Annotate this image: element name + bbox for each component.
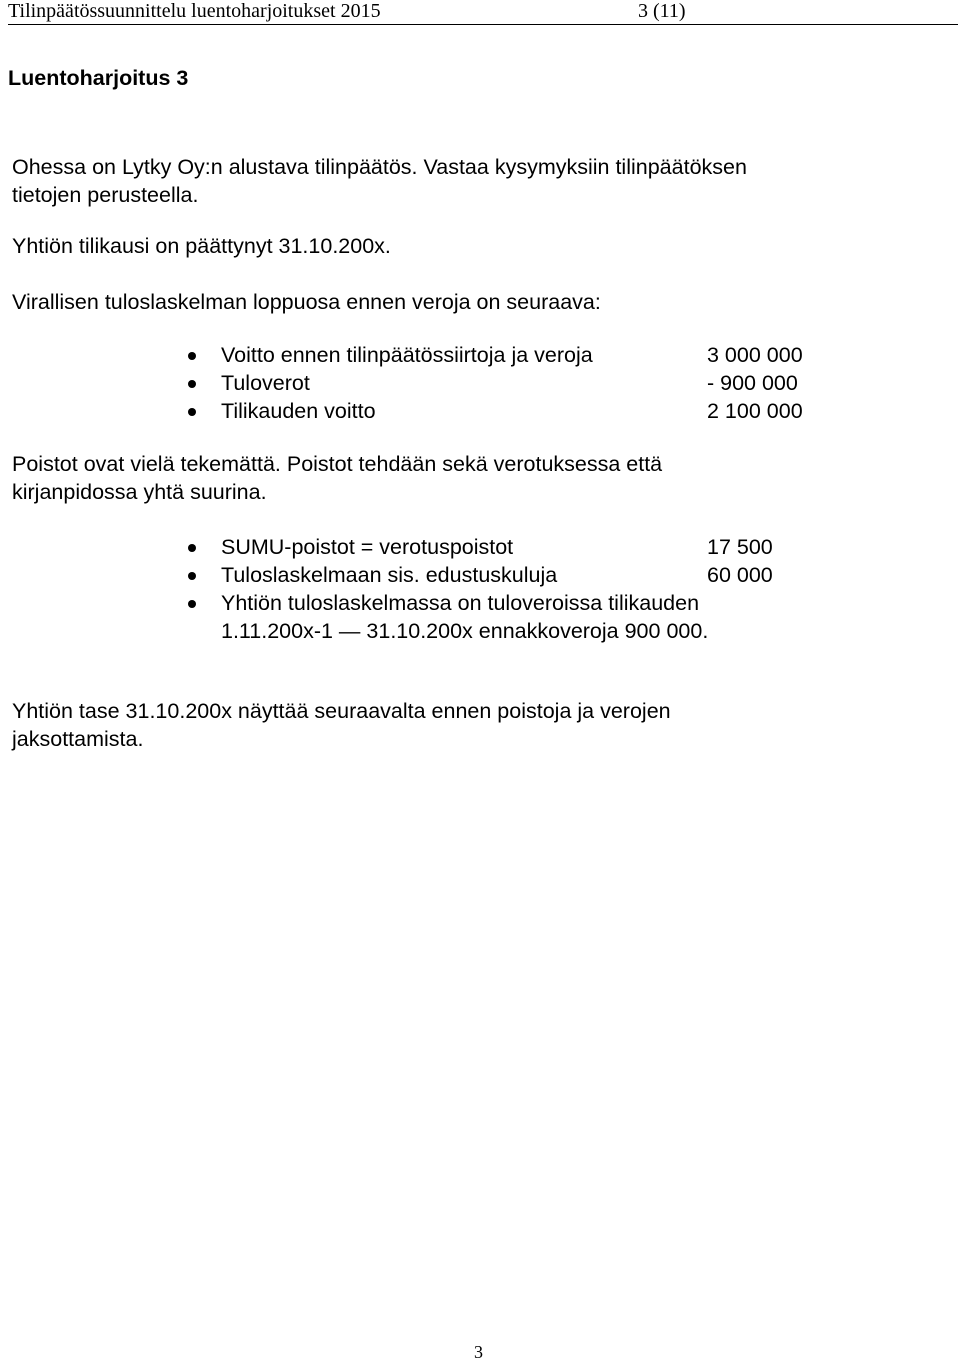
bullet-icon bbox=[188, 544, 196, 552]
income-item-label: Tilikauden voitto bbox=[221, 399, 376, 423]
bullet-icon bbox=[188, 352, 196, 360]
list-item bbox=[0, 589, 960, 617]
page-header bbox=[8, 0, 958, 25]
tax-fact-line-2: 1.11.200x-1 — 31.10.200x ennakkoveroja 900 000. bbox=[221, 619, 709, 643]
exercise-heading: Luentoharjoitus 3 bbox=[8, 66, 189, 90]
income-item-value: 3 000 000 bbox=[707, 343, 803, 367]
header-page-count: 3 (11) bbox=[638, 0, 686, 22]
facts-list bbox=[0, 533, 960, 645]
bullet-icon bbox=[188, 572, 196, 580]
income-statement-list bbox=[0, 341, 960, 425]
fact-label: Tuloslaskelmaan sis. edustuskuluja bbox=[221, 563, 558, 587]
list-item bbox=[0, 533, 960, 561]
fact-value: 60 000 bbox=[707, 563, 773, 587]
page-number: 3 bbox=[474, 1342, 483, 1362]
income-item-label: Tuloverot bbox=[221, 371, 310, 395]
intro-line-1: Ohessa on Lytky Oy:n alustava tilinpäätös. Vastaa kysymyksiin tilinpäätöksen bbox=[12, 155, 747, 179]
list-item-continuation bbox=[0, 617, 960, 645]
header-title: Tilinpäätössuunnittelu luentoharjoitukset 2015 bbox=[8, 0, 381, 22]
balance-line-1: Yhtiön tase 31.10.200x näyttää seuraavalta ennen poistoja ja verojen bbox=[12, 699, 671, 723]
fact-label: SUMU-poistot = verotuspoistot bbox=[221, 535, 514, 559]
depreciation-line-2: kirjanpidossa yhtä suurina. bbox=[12, 480, 267, 504]
income-item-value: - 900 000 bbox=[707, 371, 798, 395]
list-item bbox=[0, 341, 960, 369]
bullet-icon bbox=[188, 408, 196, 416]
list-item bbox=[0, 561, 960, 589]
depreciation-line-1: Poistot ovat vielä tekemättä. Poistot tehdään sekä verotuksessa että bbox=[12, 452, 663, 476]
balance-line-2: jaksottamista. bbox=[12, 727, 144, 751]
income-item-value: 2 100 000 bbox=[707, 399, 803, 423]
bullet-icon bbox=[188, 380, 196, 388]
tax-fact-line-1: Yhtiön tuloslaskelmassa on tuloveroissa tilikauden bbox=[221, 591, 700, 615]
income-intro-text: Virallisen tuloslaskelman loppuosa ennen veroja on seuraava: bbox=[12, 290, 601, 314]
fact-value: 17 500 bbox=[707, 535, 773, 559]
list-item bbox=[0, 369, 960, 397]
bullet-icon bbox=[188, 600, 196, 608]
period-text: Yhtiön tilikausi on päättynyt 31.10.200x. bbox=[12, 234, 391, 258]
intro-line-2: tietojen perusteella. bbox=[12, 183, 199, 207]
income-item-label: Voitto ennen tilinpäätössiirtoja ja veroja bbox=[221, 343, 593, 367]
list-item bbox=[0, 397, 960, 425]
